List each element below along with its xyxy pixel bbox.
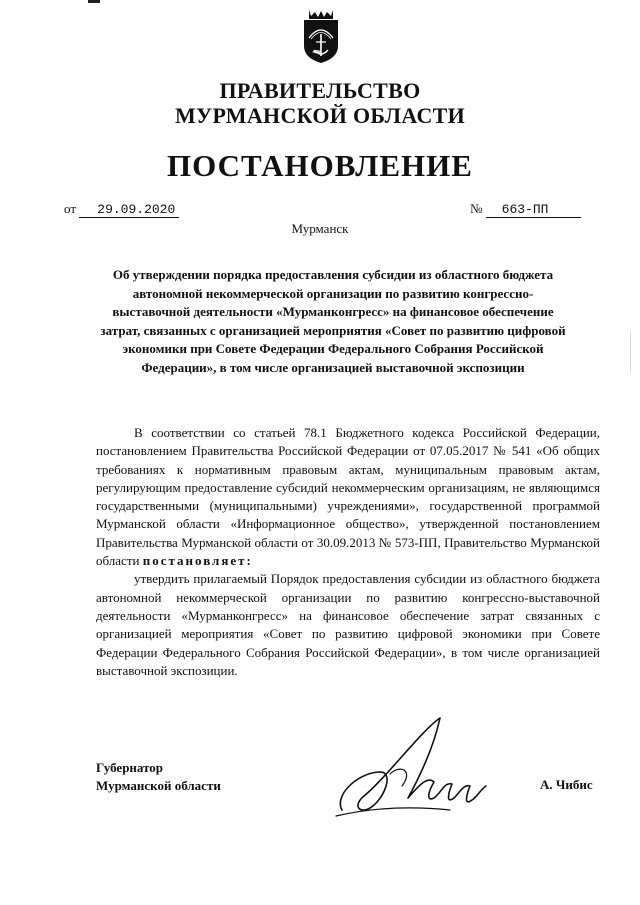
signatory-role-line-1: Губернатор [96,760,164,775]
document-subject: Об утверждении порядка предоставления субсидии из областного бюджета автономной некоммерческой организации по развитию конгрессно-выставочной деятельности «Мурманконгресс» на финансовое обеспечение затрат, связанных с организацией мероприятия «Совет по развитию цифровой экономики при Совете Федерации Федерального Собрания Российской Федерации», в том числе организацией выставочной экспозиции [100,267,566,375]
document-number [470,201,581,218]
murmansk-region-coat-of-arms-icon [300,8,342,64]
city-name: Мурманск [291,221,349,236]
signatory-title [96,759,221,795]
government-title [0,78,640,128]
government-line-2: МУРМАНСКОЙ ОБЛАСТИ [174,103,466,128]
decree-word: постановляет: [142,553,253,569]
scan-artifact [88,0,100,3]
scan-artifact [628,332,631,372]
handwritten-signature [330,712,490,832]
document-date [64,201,179,218]
body-paragraph [96,424,600,570]
date-value: 29.09.2020 [79,202,179,218]
signatory-role-line-2: Мурманской области [96,778,221,793]
body-paragraph: утвердить прилагаемый Порядок предоставления субсидии из областного бюджета автономной некоммерческой организации по развитию конгрессно-выставочной деятельности «Мурманконгресс» на финансовое обеспечение затрат связанных с организацией мероприятия «Совет по развитию цифровой экономики при Совете Федерации Федерального Собрания Российской Федерации», в том числе организацией выставочной экспозиции. [96,571,600,678]
date-prefix: от [64,201,77,216]
document-body [96,424,600,680]
government-line-1: ПРАВИТЕЛЬСТВО [219,78,421,103]
number-prefix: № [470,201,483,216]
number-value: 663-ПП [486,202,581,218]
body-paragraph-1-text: В соответствии со статьей 78.1 Бюджетного кодекса Российской Федерации, постановлением Правительства Российской Федерации от 07.05.2017 № 541 «Об общих требованиях к нормативным правовым актам, муниципальным правовым актам, регулирующим предоставление субсидий некоммерческим организациям, не являющимся государственными (муниципальными) учреждениями», государственной программой Мурманской области «Информационное общество», утвержденной постановлением Правительства Мурманской области от 30.09.2013 № 573-ПП, Правительство Мурманской области [96,425,600,569]
document-type-title: ПОСТАНОВЛЕНИЕ [167,148,473,183]
signatory-name: А. Чибис [540,777,593,792]
